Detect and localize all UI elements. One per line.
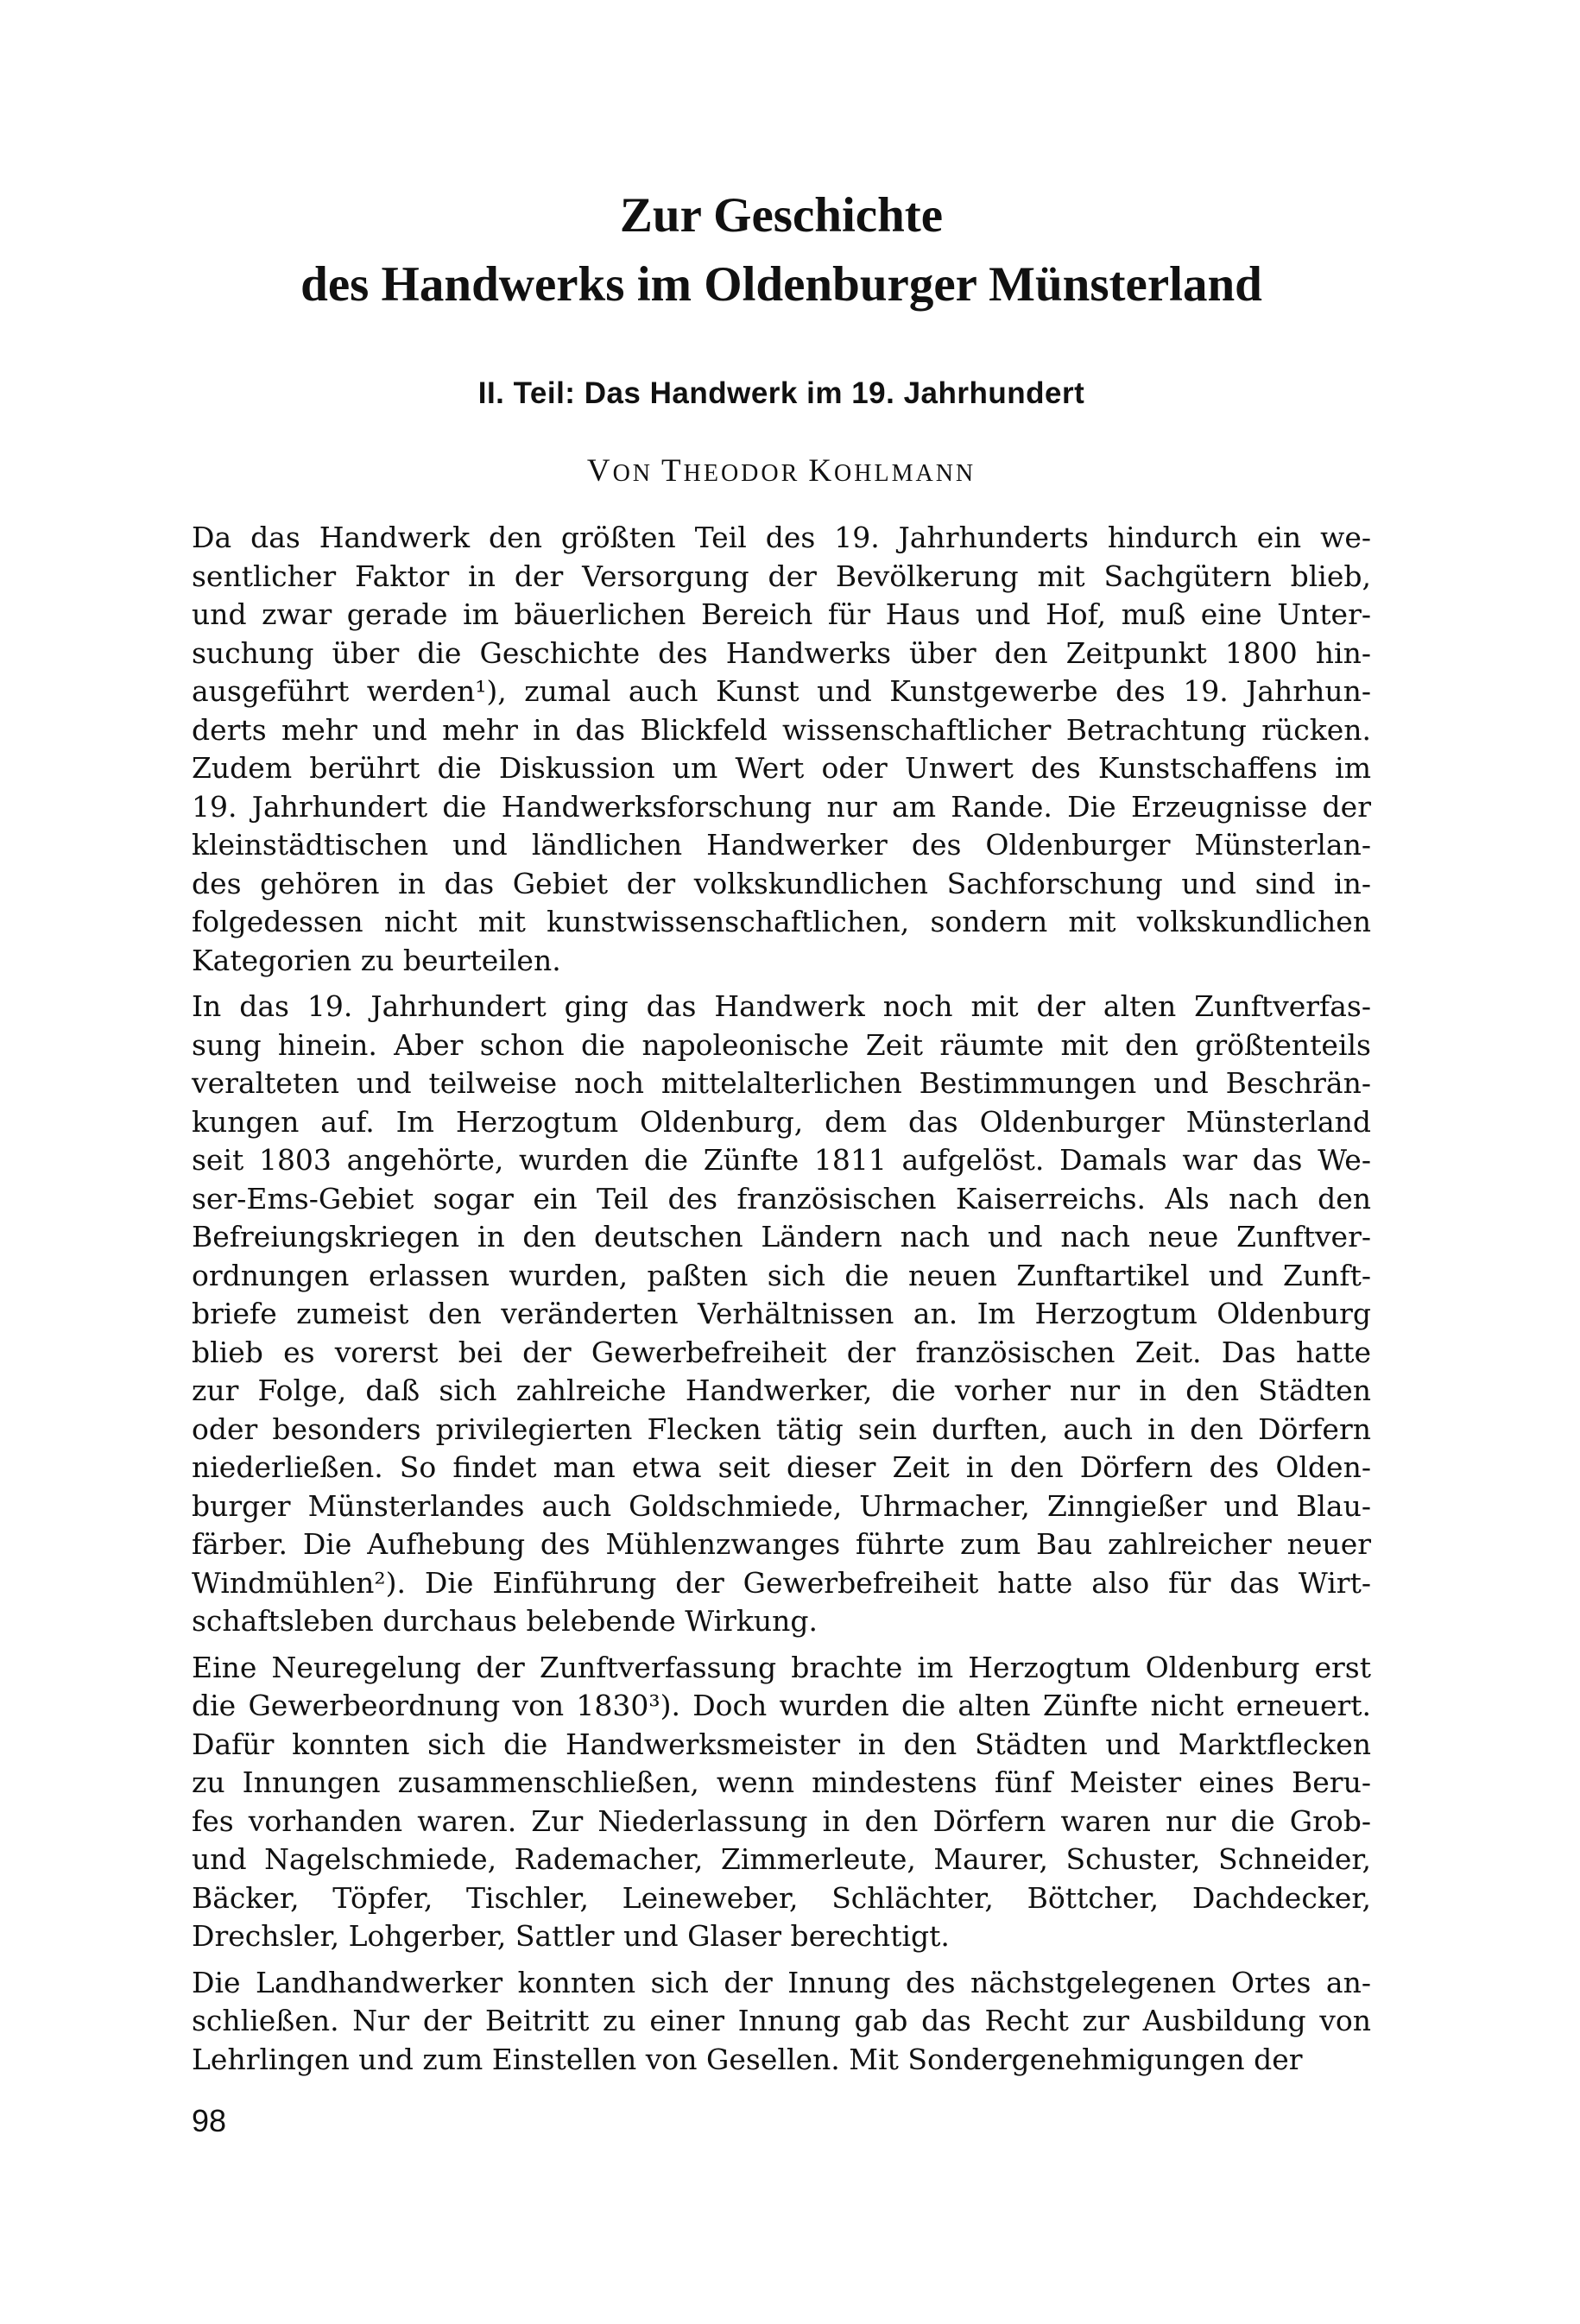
text-line: färber. Die Aufhebung des Mühlenzwanges führte zum Bau zahlreicher neuer [192, 1527, 1371, 1561]
text-line: und Nagelschmiede, Rademacher, Zimmerleute, Maurer, Schuster, Schneider, [192, 1842, 1371, 1876]
text-line: Windmühlen²). Die Einführung der Gewerbefreiheit hatte also für das Wirt- [192, 1565, 1371, 1600]
text-line: Die Landhandwerker konnten sich der Innung des nächstgelegenen Ortes an- [192, 1965, 1371, 1999]
text-line: Lehrlingen und zum Einstellen von Gesellen. Mit Sondergenehmigungen der [192, 2042, 1303, 2076]
text-line: kungen auf. Im Herzogtum Oldenburg, dem das Oldenburger Münsterland [192, 1104, 1371, 1139]
text-line: ausgeführt werden¹), zumal auch Kunst und Kunstgewerbe des 19. Jahrhun- [192, 674, 1371, 708]
text-line: oder besonders privilegierten Flecken tätig sein durften, auch in den Dörfern [192, 1411, 1371, 1446]
text-line: ordnungen erlassen wurden, paßten sich die neuen Zunftartikel und Zunft- [192, 1258, 1371, 1292]
text-line: kleinstädtischen und ländlichen Handwerker des Oldenburger Münsterlan- [192, 828, 1371, 862]
paragraph [192, 1964, 1371, 2080]
text-line: In das 19. Jahrhundert ging das Handwerk noch mit der alten Zunftverfas- [192, 989, 1371, 1023]
text-line: zu Innungen zusammenschließen, wenn mindestens fünf Meister eines Beru- [192, 1765, 1371, 1799]
text-line: schaftsleben durchaus belebende Wirkung. [192, 1604, 818, 1638]
text-line: seit 1803 angehörte, wurden die Zünfte 1811 aufgelöst. Damals war das We- [192, 1143, 1371, 1177]
paragraph [192, 1649, 1371, 1956]
text-line: ser-Ems-Gebiet sogar ein Teil des französischen Kaiserreichs. Als nach den [192, 1181, 1371, 1216]
text-line: Zudem berührt die Diskussion um Wert oder Unwert des Kunstschaffens im [192, 751, 1371, 785]
text-line: Befreiungskriegen in den deutschen Ländern nach und nach neue Zunftver- [192, 1220, 1371, 1254]
article-author: VON THEODOR KOHLMANN [586, 453, 976, 489]
text-line: Drechsler, Lohgerber, Sattler und Glaser berechtigt. [192, 1919, 950, 1953]
text-line: Eine Neuregelung der Zunftverfassung brachte im Herzogtum Oldenburg erst [192, 1650, 1371, 1684]
text-line: sung hinein. Aber schon die napoleonische Zeit räumte mit den größtenteils [192, 1027, 1371, 1062]
article-body [192, 519, 1371, 2087]
text-line: veralteten und teilweise noch mittelalterlichen Bestimmungen und Beschrän- [192, 1066, 1371, 1100]
text-line: blieb es vorerst bei der Gewerbefreiheit der französischen Zeit. Das hatte [192, 1335, 1371, 1369]
text-line: folgedessen nicht mit kunstwissenschaftlichen, sondern mit volkskundlichen [192, 905, 1371, 938]
page-number: 98 [192, 2103, 227, 2138]
text-line: derts mehr und mehr in das Blickfeld wissenschaftlicher Betrachtung rücken. [192, 712, 1371, 747]
text-line: burger Münsterlandes auch Goldschmiede, Uhrmacher, Zinngießer und Blau- [192, 1488, 1371, 1523]
text-line: schließen. Nur der Beitritt zu einer Innung gab das Recht zur Ausbildung von [192, 2004, 1371, 2037]
article-subtitle: II. Teil: Das Handwerk im 19. Jahrhundert [477, 376, 1085, 410]
text-line: Kategorien zu beurteilen. [192, 943, 561, 977]
title-line-2: des Handwerks im Oldenburger Münsterland [300, 257, 1262, 312]
article-title [192, 181, 1371, 319]
article-header [192, 181, 1371, 489]
text-line: fes vorhanden waren. Zur Niederlassung in den Dörfern waren nur die Grob- [192, 1803, 1371, 1838]
text-line: briefe zumeist den veränderten Verhältnissen an. Im Herzogtum Oldenburg [192, 1297, 1371, 1330]
text-line: des gehören in das Gebiet der volkskundlichen Sachforschung und sind in- [192, 866, 1371, 900]
text-line: zur Folge, daß sich zahlreiche Handwerker, die vorher nur in den Städten [192, 1374, 1371, 1407]
text-line: Bäcker, Töpfer, Tischler, Leineweber, Schlächter, Böttcher, Dachdecker, [192, 1880, 1371, 1915]
text-line: suchung über die Geschichte des Handwerks über den Zeitpunkt 1800 hin- [192, 635, 1371, 670]
text-line: sentlicher Faktor in der Versorgung der Bevölkerung mit Sachgütern blieb, [192, 559, 1371, 593]
text-line: Dafür konnten sich die Handwerksmeister in den Städten und Marktflecken [192, 1727, 1371, 1761]
paragraph [192, 519, 1371, 980]
text-line: und zwar gerade im bäuerlichen Bereich für Haus und Hof, muß eine Unter- [192, 597, 1371, 631]
text-line: 19. Jahrhundert die Handwerksforschung nur am Rande. Die Erzeugnisse der [192, 789, 1371, 824]
text-line: Da das Handwerk den größten Teil des 19. Jahrhunderts hindurch ein we- [192, 521, 1371, 554]
text-line: die Gewerbeordnung von 1830³). Doch wurden die alten Zünfte nicht erneuert. [192, 1689, 1371, 1722]
title-line-1: Zur Geschichte [619, 188, 944, 243]
paragraph [192, 988, 1371, 1641]
text-line: niederließen. So findet man etwa seit dieser Zeit in den Dörfern des Olden- [192, 1450, 1371, 1484]
